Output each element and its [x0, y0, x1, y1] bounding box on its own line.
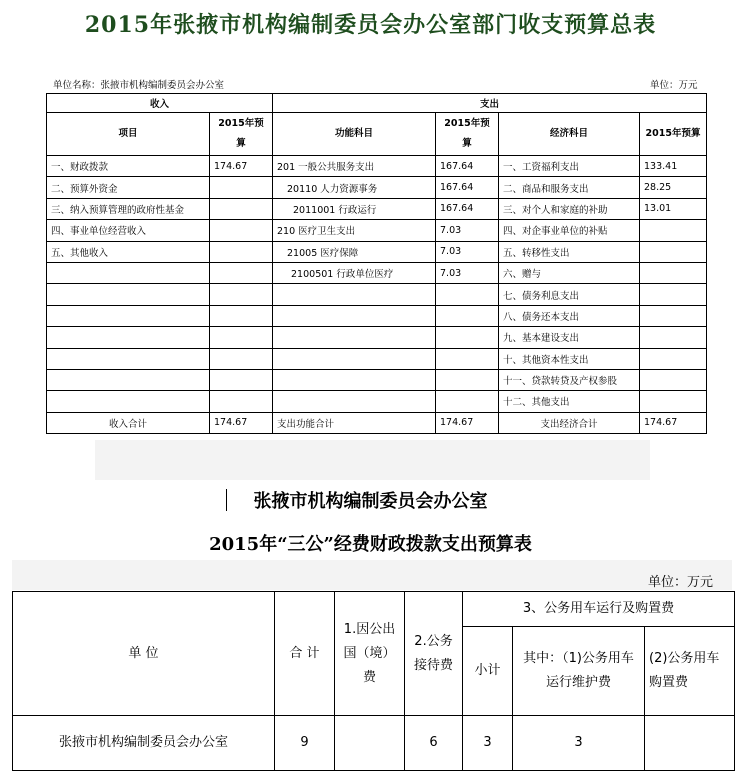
row-budget3 — [640, 220, 707, 241]
row-econ: 十二、其他支出 — [499, 391, 640, 412]
row-econ: 六、赠与 — [499, 262, 640, 283]
budget-summary-table — [46, 93, 707, 434]
row-econ: 五、转移性支出 — [499, 241, 640, 262]
row-budget2: 7.03 — [436, 220, 499, 241]
row-item — [47, 348, 210, 369]
row-econ: 四、对企事业单位的补贴 — [499, 220, 640, 241]
col-item: 项目 — [47, 113, 210, 156]
row-econ: 七、债务利息支出 — [499, 284, 640, 305]
row-func — [273, 348, 436, 369]
page-title: 2015年张掖市机构编制委员会办公室部门收支预算总表 — [84, 12, 657, 38]
row-budget2 — [436, 391, 499, 412]
table-header-row — [47, 94, 707, 113]
income-header: 收入 — [47, 94, 273, 113]
row-budget1 — [210, 220, 273, 241]
row-econ: 三、对个人和家庭的补助 — [499, 198, 640, 219]
row-budget3: 13.01 — [640, 198, 707, 219]
row-budget3 — [640, 327, 707, 348]
row-func — [273, 284, 436, 305]
unit-name-label: 单位名称：张掖市机构编制委员会办公室 — [53, 80, 225, 91]
col-subtotal: 小计 — [463, 627, 513, 716]
row-abroad — [335, 716, 405, 771]
row-item — [47, 262, 210, 283]
row-econ: 十一、贷款转贷及产权参股 — [499, 369, 640, 390]
shaded-band — [95, 440, 650, 480]
row-budget3 — [640, 284, 707, 305]
row-reception: 6 — [405, 716, 463, 771]
row-func: 210 医疗卫生支出 — [273, 220, 436, 241]
shaded-band-2 — [12, 560, 732, 590]
row-unit: 张掖市机构编制委员会办公室 — [13, 716, 275, 771]
row-budget2 — [436, 305, 499, 326]
col-unit: 单 位 — [13, 592, 275, 716]
row-budget2 — [436, 327, 499, 348]
section-title: 张掖市机构编制委员会办公室 — [253, 491, 488, 512]
col-purchase: (2)公务用车购置费 — [645, 627, 735, 716]
row-budget2: 7.03 — [436, 262, 499, 283]
row-econ: 二、商品和服务支出 — [499, 177, 640, 198]
table-row — [13, 716, 735, 771]
row-item — [47, 369, 210, 390]
row-subtotal: 3 — [463, 716, 513, 771]
col-abroad: 1.因公出国（境）费 — [335, 592, 405, 716]
row-econ: 八、债务还本支出 — [499, 305, 640, 326]
total-b1: 174.67 — [210, 412, 273, 433]
table-row — [47, 262, 707, 283]
row-budget2: 167.64 — [436, 198, 499, 219]
row-item: 二、预算外资金 — [47, 177, 210, 198]
row-budget3: 133.41 — [640, 156, 707, 177]
row-func — [273, 369, 436, 390]
row-budget1 — [210, 348, 273, 369]
row-item: 四、事业单位经营收入 — [47, 220, 210, 241]
row-budget3 — [640, 391, 707, 412]
row-item: 五、其他收入 — [47, 241, 210, 262]
table-row — [47, 284, 707, 305]
row-budget1: 174.67 — [210, 156, 273, 177]
row-budget3 — [640, 305, 707, 326]
row-item: 三、纳入预算管理的政府性基金 — [47, 198, 210, 219]
col-vehicle: 3、公务用车运行及购置费 — [463, 592, 735, 627]
row-budget2 — [436, 284, 499, 305]
total-item: 收入合计 — [47, 412, 210, 433]
row-item — [47, 391, 210, 412]
row-func — [273, 391, 436, 412]
table-row — [47, 391, 707, 412]
three-expenses-table — [12, 591, 735, 771]
unit-label-2: 单位：万元 — [648, 575, 714, 590]
col-budget3: 2015年预算 — [640, 113, 707, 156]
table-subheader-row — [47, 113, 707, 156]
col-budget2: 2015年预算 — [436, 113, 499, 156]
row-purchase — [645, 716, 735, 771]
row-budget2: 167.64 — [436, 156, 499, 177]
row-budget1 — [210, 241, 273, 262]
col-maint: 其中：（1)公务用车运行维护费 — [513, 627, 645, 716]
row-budget3 — [640, 348, 707, 369]
row-func: 20110 人力资源事务 — [273, 177, 436, 198]
row-budget1 — [210, 327, 273, 348]
col-reception: 2.公务接待费 — [405, 592, 463, 716]
row-item — [47, 327, 210, 348]
row-budget1 — [210, 177, 273, 198]
row-maint: 3 — [513, 716, 645, 771]
table-row — [47, 327, 707, 348]
col-budget: 2015年预算 — [210, 113, 273, 156]
total-b2: 174.67 — [436, 412, 499, 433]
table-row — [47, 156, 707, 177]
row-func: 2011001 行政运行 — [273, 198, 436, 219]
col-total: 合 计 — [275, 592, 335, 716]
row-budget1 — [210, 198, 273, 219]
row-func: 201 一般公共服务支出 — [273, 156, 436, 177]
table-row — [47, 198, 707, 219]
row-budget3 — [640, 241, 707, 262]
row-budget3: 28.25 — [640, 177, 707, 198]
total-func: 支出功能合计 — [273, 412, 436, 433]
row-func: 2100501 行政单位医疗 — [273, 262, 436, 283]
total-econ: 支出经济合计 — [499, 412, 640, 433]
table-row — [47, 241, 707, 262]
row-budget2: 167.64 — [436, 177, 499, 198]
table-row — [47, 348, 707, 369]
section-subtitle: 2015年“三公”经费财政拨款支出预算表 — [209, 534, 532, 555]
row-budget2 — [436, 348, 499, 369]
table2-header-row — [13, 592, 735, 627]
row-econ: 十、其他资本性支出 — [499, 348, 640, 369]
row-func — [273, 327, 436, 348]
table-row — [47, 369, 707, 390]
col-func: 功能科目 — [273, 113, 436, 156]
row-item: 一、财政拨款 — [47, 156, 210, 177]
row-item — [47, 284, 210, 305]
total-b3: 174.67 — [640, 412, 707, 433]
row-budget2 — [436, 369, 499, 390]
row-budget3 — [640, 262, 707, 283]
row-budget1 — [210, 284, 273, 305]
row-budget1 — [210, 369, 273, 390]
row-budget2: 7.03 — [436, 241, 499, 262]
row-func: 21005 医疗保障 — [273, 241, 436, 262]
table-row — [47, 177, 707, 198]
row-budget1 — [210, 305, 273, 326]
total-row — [47, 412, 707, 433]
row-econ: 九、基本建设支出 — [499, 327, 640, 348]
table-row — [47, 220, 707, 241]
col-econ: 经济科目 — [499, 113, 640, 156]
unit-label: 单位：万元 — [650, 80, 698, 91]
row-budget1 — [210, 391, 273, 412]
expense-header: 支出 — [273, 94, 707, 113]
row-budget1 — [210, 262, 273, 283]
table-row — [47, 305, 707, 326]
row-econ: 一、工资福利支出 — [499, 156, 640, 177]
row-item — [47, 305, 210, 326]
row-budget3 — [640, 369, 707, 390]
row-func — [273, 305, 436, 326]
row-total: 9 — [275, 716, 335, 771]
